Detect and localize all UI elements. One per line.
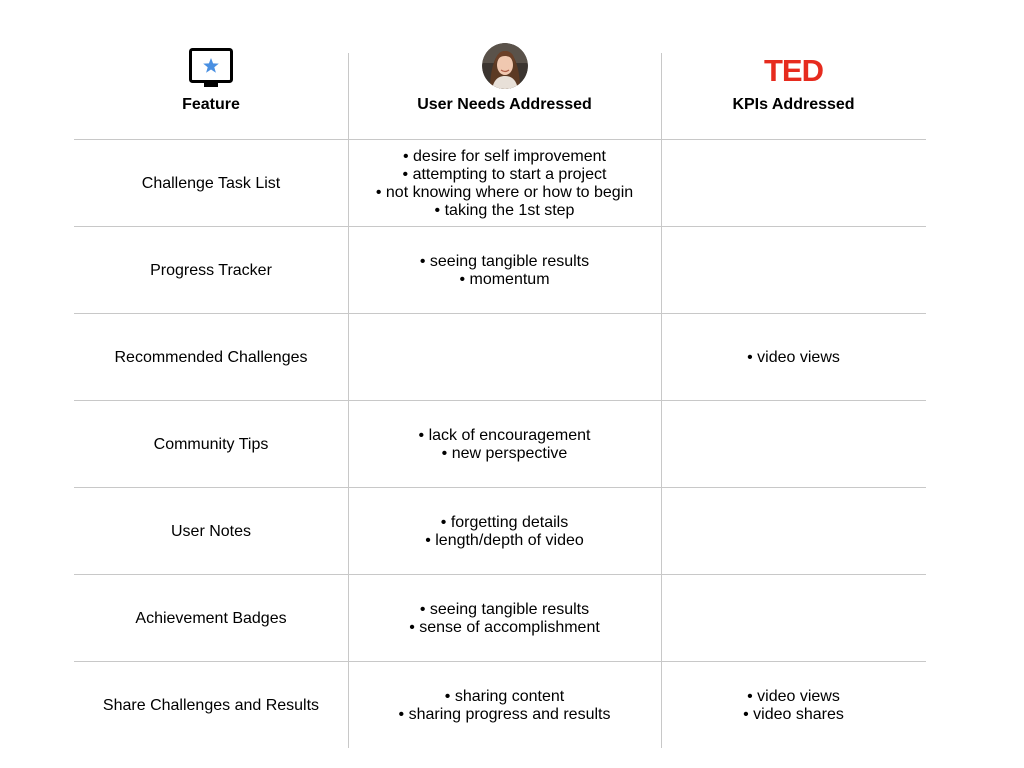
table-row <box>74 227 926 314</box>
needs-cell <box>348 401 661 488</box>
kpis-list <box>743 688 844 724</box>
feature-cell <box>74 488 348 575</box>
needs-list <box>419 427 591 463</box>
bullet-item: • attempting to start a project <box>402 165 607 183</box>
bullet-item: • lack of encouragement <box>418 426 591 444</box>
kpis-cell <box>661 227 926 314</box>
feature-cell <box>74 662 348 749</box>
feature-cell <box>74 401 348 488</box>
bullet-item: • desire for self improvement <box>402 147 606 165</box>
feature-cell <box>74 140 348 227</box>
bullet-item: • sharing progress and results <box>398 705 611 723</box>
needs-list <box>399 688 611 724</box>
needs-list <box>376 148 633 220</box>
feature-label: Achievement Badges <box>135 609 287 627</box>
bullet-item: • seeing tangible results <box>419 600 590 618</box>
bullet-item: • sharing content <box>444 687 565 705</box>
needs-cell <box>348 488 661 575</box>
table-row <box>74 575 926 662</box>
monitor-star-icon <box>189 48 233 88</box>
needs-list <box>409 601 600 637</box>
needs-header <box>348 40 661 140</box>
table-row <box>74 314 926 401</box>
table-row <box>74 662 926 749</box>
bullet-item: • sense of accomplishment <box>409 618 600 636</box>
bullet-item: • length/depth of video <box>425 531 584 549</box>
needs-cell <box>348 575 661 662</box>
kpis-cell <box>661 140 926 227</box>
feature-label: Community Tips <box>153 435 269 453</box>
feature-cell <box>74 227 348 314</box>
kpis-cell <box>661 662 926 749</box>
table-row <box>74 401 926 488</box>
user-avatar <box>482 43 528 89</box>
bullet-item: • momentum <box>459 270 550 288</box>
feature-label: Challenge Task List <box>141 174 281 192</box>
bullet-item: • video views <box>747 687 840 705</box>
bullet-item: • taking the 1st step <box>434 201 575 219</box>
feature-label: Progress Tracker <box>150 261 272 279</box>
kpis-column-title: KPIs Addressed <box>732 96 855 113</box>
needs-cell <box>348 314 661 401</box>
needs-cell <box>348 662 661 749</box>
kpis-cell <box>661 575 926 662</box>
feature-label: User Notes <box>170 522 252 540</box>
kpis-list <box>747 349 840 367</box>
kpis-cell <box>661 314 926 401</box>
bullet-item: • forgetting details <box>440 513 569 531</box>
kpis-header <box>661 40 926 140</box>
bullet-item: • video shares <box>743 705 844 723</box>
needs-cell <box>348 140 661 227</box>
kpis-cell <box>661 488 926 575</box>
needs-column-title: User Needs Addressed <box>417 96 592 113</box>
bullet-item: • new perspective <box>441 444 568 462</box>
bullet-item: • not knowing where or how to begin <box>375 183 634 201</box>
kpis-cell <box>661 401 926 488</box>
feature-cell <box>74 314 348 401</box>
ted-logo: TED <box>764 53 823 88</box>
feature-header <box>74 40 348 140</box>
needs-cell <box>348 227 661 314</box>
feature-cell <box>74 575 348 662</box>
feature-column-title: Feature <box>182 96 240 113</box>
bullet-item: • seeing tangible results <box>419 252 590 270</box>
feature-label: Share Challenges and Results <box>102 696 320 714</box>
table-row <box>74 488 926 575</box>
needs-list <box>425 514 584 550</box>
needs-list <box>420 253 589 289</box>
table-row <box>74 140 926 227</box>
feature-label: Recommended Challenges <box>114 348 308 366</box>
bullet-item: • video views <box>747 348 840 366</box>
